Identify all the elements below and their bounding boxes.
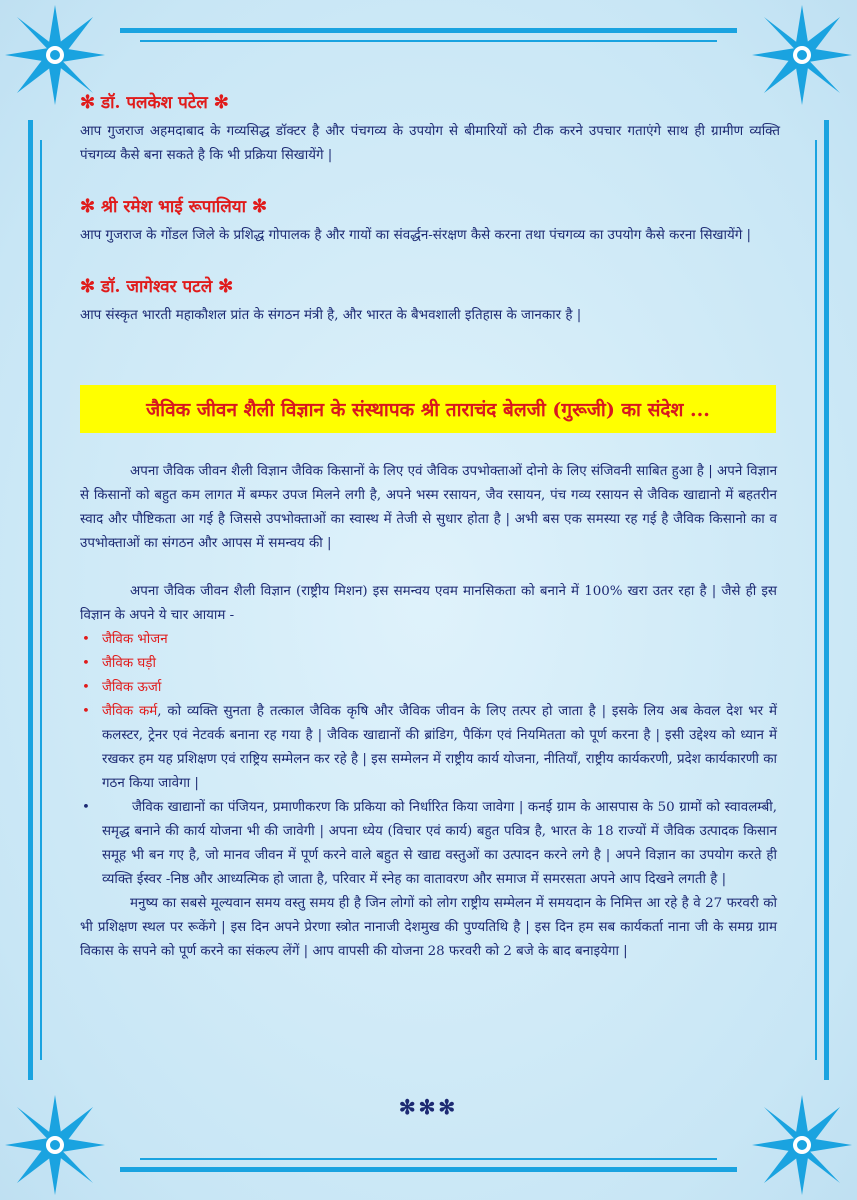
frame-top-line-inner <box>140 40 717 42</box>
list-item <box>80 676 777 700</box>
aspect-label: जैविक घड़ी <box>102 656 156 671</box>
star-icon: ✻ <box>218 276 234 297</box>
message-paragraph-2: अपना जैविक जीवन शैली विज्ञान (राष्ट्रीय मिशन) इस समन्वय एवम मानसिकता को बनाने में 100% खरा उतर रहा है | जैसे ही इस विज्ञान के अपने ये चार आयाम - <box>80 584 777 623</box>
star-icon: ✻ <box>251 196 268 217</box>
bullet-5-text: जैविक खाद्यानों का पंजियन, प्रमाणीकरण कि प्रकिया को निर्धारित किया जावेगा | कनई ग्राम के आसपास के 50 ग्रामों को स्वावलम्बी, समृद्ध बनाने की कार्य योजना भी की जावेगी | अपना ध्येय (विचार एवं कार्य) बहुत पवित्र है, भारत के 18 राज्यों में जैविक उत्पादक किसान समूह भी बन गए है, जो मानव जीवन में पूर्ण करने वाले बहुत से खाद्य वस्तुओं का उत्पादन करने लगे है | अपने विज्ञान का उपयोग करते ही व्यक्ति ईस्वर -निष्ठ और आध्यत्मिक हो जाता है, परिवार में स्नेह का वातावरण और समाज में समरसता अपने आप दिखने लगती है | <box>102 800 777 887</box>
frame-bottom-line <box>120 1167 737 1172</box>
speaker-1 <box>80 90 780 168</box>
speaker-3-description: आप संस्कृत भारती महाकौशल प्रांत के संगठन मंत्री है, और भारत के बैभवशाली इतिहास के जानकार है | <box>80 308 582 323</box>
message-paragraph-1: अपना जैविक जीवन शैली विज्ञान जैविक किसानों के लिए एवं जैविक उपभोक्ताओं दोनो के लिए संजिवनी साबित हुआ है | अपने विज्ञान से किसानों को बहुत कम लागत में बम्फर उपज मिलने लगी है, अपने भस्म रसायन, जैव रसायन, पंच गव्य रसायन से जैविक खाद्यानो में बहतरीन स्वाद और पौष्टिकता आ गई है जिससे उपभोक्ताओं का स्वास्थ में तेजी से सुधार होता है | अभी बस एक समस्या रह गई है जैविक किसानो का व उपभोक्ताओं का संगठन और आपस में समन्वय की | <box>80 464 777 551</box>
speaker-3 <box>80 274 780 328</box>
frame-left-line <box>28 120 33 1080</box>
speaker-2-name: श्री रमेश भाई रूपालिया <box>101 197 247 217</box>
star-icon: ✻ <box>80 92 96 113</box>
list-item <box>80 796 777 892</box>
guruji-message <box>80 460 777 964</box>
list-item <box>80 700 777 796</box>
speaker-1-description: आप गुजराज अहमदाबाद के गव्यसिद्ध डॉक्टर है और पंचगव्य के उपयोग से बीमारियों को टीक करने उपचार गताएंगे साथ ही ग्रामीण व्यक्ति पंचगव्य कैसे बना सकते है कि भी प्रक्रिया सिखायेंगे | <box>80 124 780 163</box>
speaker-3-name-row <box>80 274 780 300</box>
speaker-2-description: आप गुजराज के गोंडल जिले के प्रशिद्ध गोपालक है और गायों का संवर्द्धन-संरक्षण कैसे करना तथा पंचगव्य का उपयोग कैसे करना सिखायेंगे | <box>80 228 752 243</box>
star-icon: ✻ <box>80 196 96 217</box>
frame-bottom-line-inner <box>140 1158 717 1160</box>
bullet-icon: • <box>82 800 90 815</box>
star-icon: ✻ <box>80 276 96 297</box>
speaker-list <box>80 90 780 354</box>
speaker-2 <box>80 194 780 248</box>
speaker-3-name: डॉ. जागेश्वर पटले <box>101 277 213 297</box>
corner-ornament-bottom-left <box>0 1070 130 1200</box>
message-paragraph-3: मनुष्य का सबसे मूल्यवान समय वस्तु समय ही है जिन लोगों को लोग राष्ट्रीय सम्मेलन में समयदान के निमित्त आ रहे है वे 27 फरवरी को भी प्रशिक्षण स्थल पर रूकेंगे | इस दिन अपने प्रेरणा स्त्रोत नानाजी देशमुख की पुण्यतिथि है | इस दिन हम सब कार्यकर्ता नाना जी के समग्र ग्राम विकास के सपने को पूर्ण करने का संकल्प लेंगें | आप वापसी की योजना 28 फरवरी को 2 बजे के बाद बनाइयेगा | <box>80 896 777 959</box>
corner-ornament-bottom-right <box>727 1070 857 1200</box>
aspect-4-text: , को व्यक्ति सुनता है तत्काल जैविक कृषि और जैविक जीवन के लिए तत्पर हो जाता है | इसके लिय अब केवल देश भर में कलस्टर, ट्रेनर एवं नेटवर्क बनाना रह गया है | जैविक खाद्यानों की ब्रांडिग, पैकिंग एवं नियमितता को पूर्ण करना है | इसी उद्देश्य को ध्यान में रखकर हम यह प्रशिक्षण एवं राष्ट्रिय सम्मेलन कर रहे है | इस सम्मेलन में राष्ट्रीय कार्य योजना, नीतियाँ, राष्ट्रीय कार्यकरणी, प्रदेश कार्यकारणी का गठन किया जावेगा | <box>102 704 778 791</box>
frame-top-line <box>120 28 737 33</box>
aspects-list <box>80 628 777 892</box>
speaker-1-name: डॉ. पलकेश पटेल <box>101 93 208 113</box>
bullet-icon: • <box>82 656 90 671</box>
end-mark: ✻✻✻ <box>398 1095 459 1119</box>
frame-left-line-inner <box>40 140 42 1060</box>
bullet-icon: • <box>82 704 90 719</box>
aspect-label: जैविक भोजन <box>102 632 168 647</box>
frame-right-line <box>824 120 829 1080</box>
speaker-1-name-row <box>80 90 780 116</box>
aspect-label: जैविक ऊर्जा <box>102 680 162 695</box>
list-item <box>80 652 777 676</box>
star-icon: ✻ <box>213 92 229 113</box>
bullet-icon: • <box>82 680 90 695</box>
message-banner: जैविक जीवन शैली विज्ञान के संस्थापक श्री ताराचंद बेलजी (गुरूजी) का संदेश ... <box>80 385 776 433</box>
bullet-icon: • <box>82 632 90 647</box>
aspect-label: जैविक कर्म <box>102 704 158 719</box>
frame-right-line-inner <box>815 140 817 1060</box>
list-item <box>80 628 777 652</box>
speaker-2-name-row <box>80 194 780 220</box>
